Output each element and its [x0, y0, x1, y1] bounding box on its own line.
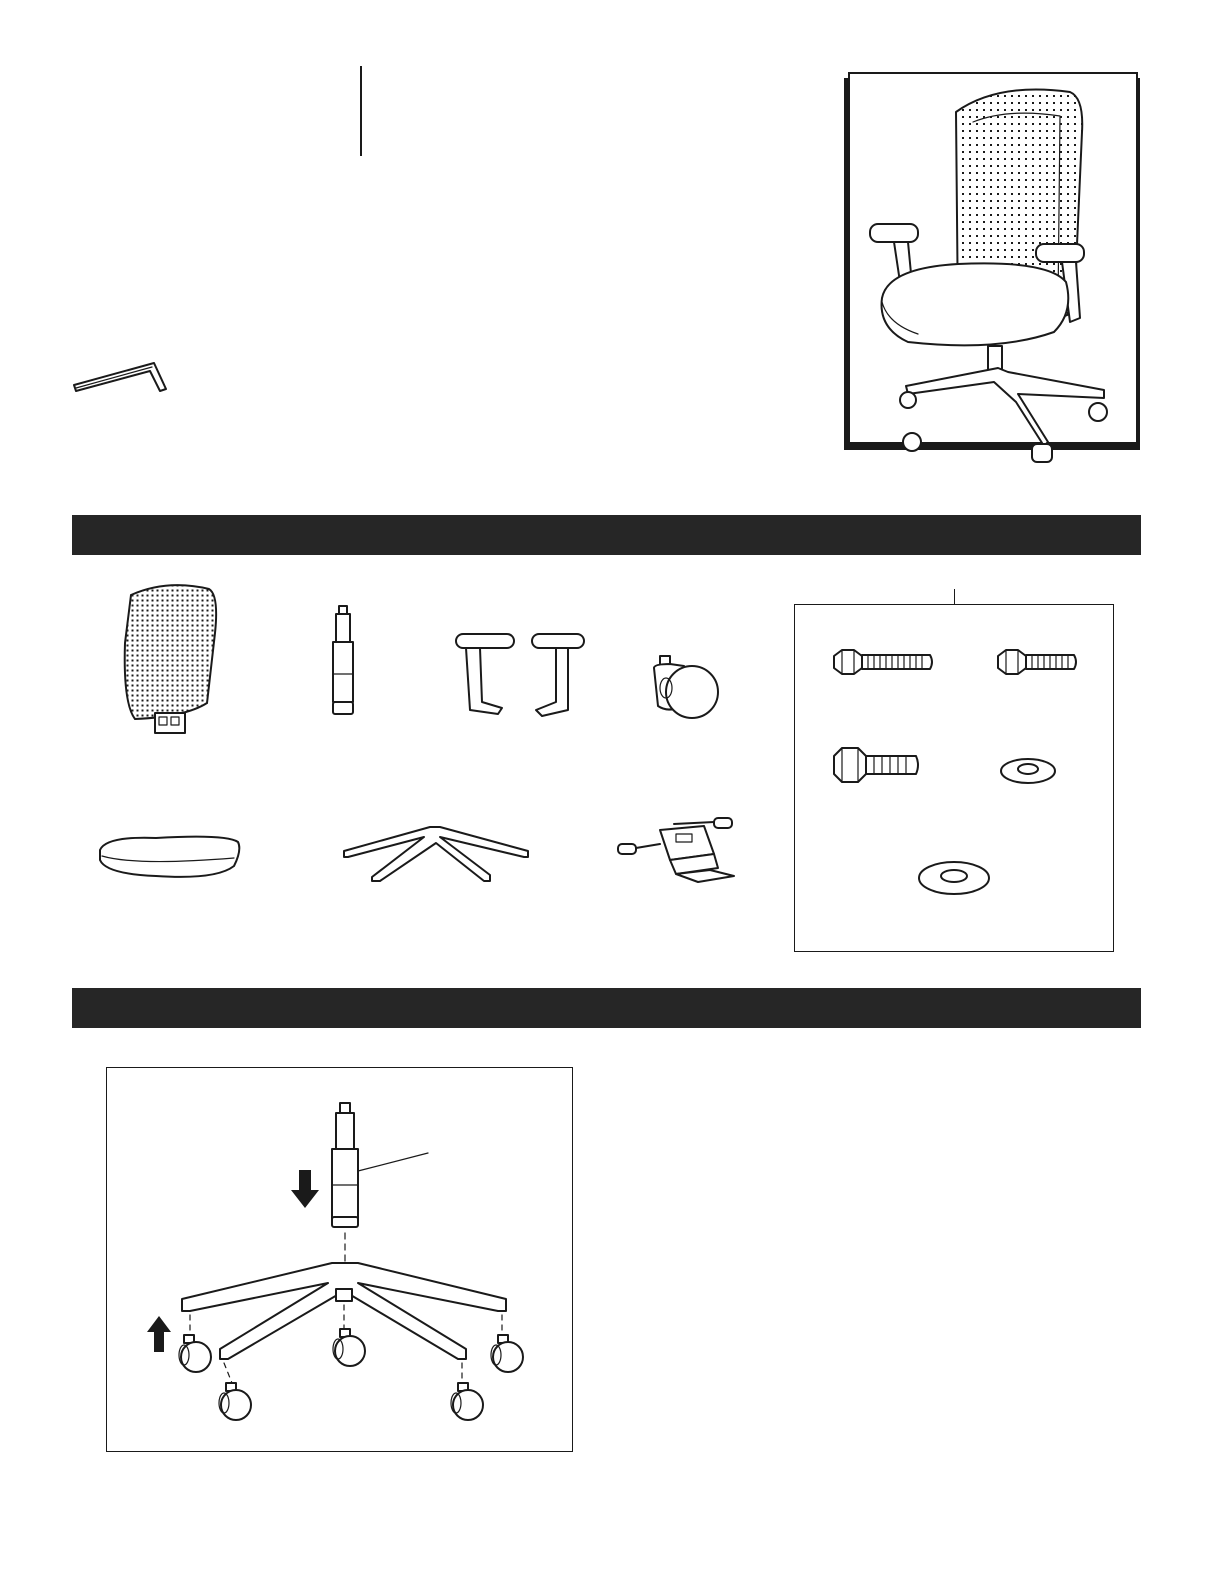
- tilt-mechanism-illustration: [614, 814, 746, 886]
- header-divider: [360, 66, 362, 156]
- mesh-backrest-illustration: [115, 583, 225, 739]
- parts-section-bar: [72, 515, 1141, 555]
- step-section-bar: [72, 988, 1141, 1028]
- hardware-callout-line: [954, 589, 955, 605]
- bolt-icon: [830, 744, 922, 786]
- arrow-down-icon: [290, 1168, 320, 1210]
- office-chair-illustration: [848, 72, 1138, 444]
- armrest-pair-illustration: [452, 630, 588, 720]
- base-assembly-illustration: [106, 1067, 573, 1452]
- bolt-icon: [830, 646, 934, 678]
- parts-section-title: [72, 525, 88, 545]
- gas-cylinder-illustration: [328, 604, 358, 720]
- arrow-up-icon: [146, 1314, 172, 1354]
- caster-illustration: [650, 654, 720, 724]
- washer-icon: [998, 756, 1058, 786]
- bolt-icon: [994, 646, 1078, 678]
- washer-icon: [916, 858, 992, 898]
- seat-cushion-illustration: [96, 830, 244, 882]
- allen-wrench-icon: [70, 355, 180, 405]
- five-star-base-illustration: [340, 823, 532, 885]
- step-section-title: [72, 998, 88, 1018]
